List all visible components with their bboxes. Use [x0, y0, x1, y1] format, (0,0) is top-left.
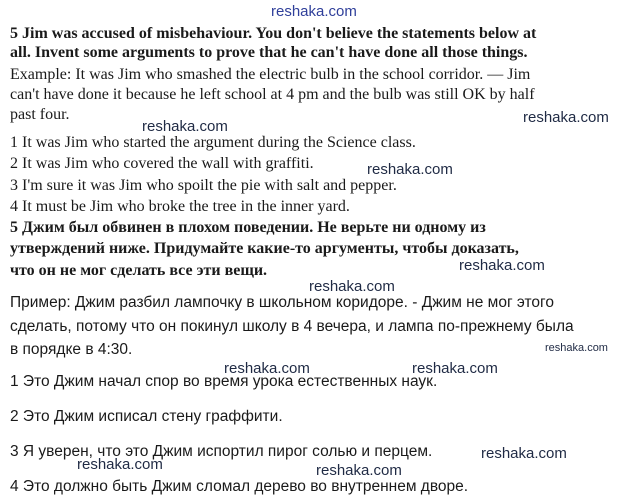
- russian-item-2: 2 Это Джим исписал стену граффити.: [10, 408, 283, 425]
- english-item-4: 4 It must be Jim who broke the tree in the inner yard.: [10, 198, 350, 215]
- watermark: reshaka.com: [77, 456, 163, 473]
- russian-item-3: 3 Я уверен, что это Джим испортил пирог солью и перцем.: [10, 443, 433, 460]
- english-item-3: 3 I'm sure it was Jim who spoilt the pie with salt and pepper.: [10, 177, 397, 194]
- russian-example-line-2: сделать, потому что он покинул школу в 4 вечера, и лампа по-прежнему была: [10, 318, 574, 335]
- russian-task-title-line-1: 5 Джим был обвинен в плохом поведении. Не верьте ни одному из: [10, 219, 486, 236]
- watermark: reshaka.com: [523, 109, 609, 126]
- task-title-line-1: 5 Jim was accused of misbehaviour. You don't believe the statements below at: [10, 25, 537, 42]
- english-item-1: 1 It was Jim who started the argument during the Science class.: [10, 134, 416, 151]
- watermark: reshaka.com: [459, 257, 545, 274]
- watermark: reshaka.com: [316, 462, 402, 479]
- russian-task-title-line-2: утверждений ниже. Придумайте какие-то аргументы, чтобы доказать,: [10, 240, 519, 257]
- task-title-line-2: all. Invent some arguments to prove that he can't have done all those things.: [10, 44, 528, 61]
- watermark: reshaka.com: [142, 118, 228, 135]
- russian-example-line-1: Пример: Джим разбил лампочку в школьном коридоре. - Джим не мог этого: [10, 294, 554, 311]
- russian-task-title-line-3: что он не мог сделать все эти вещи.: [10, 262, 268, 279]
- russian-example-line-3: в порядке в 4:30.: [10, 341, 133, 358]
- watermark: reshaka.com: [545, 342, 608, 354]
- example-line-1: Example: It was Jim who smashed the electric bulb in the school corridor. — Jim: [10, 66, 531, 83]
- watermark: reshaka.com: [271, 3, 357, 20]
- watermark: reshaka.com: [367, 161, 453, 178]
- example-line-2: can't have done it because he left school at 4 pm and the bulb was still OK by half: [10, 86, 535, 103]
- watermark: reshaka.com: [481, 445, 567, 462]
- example-line-3: past four.: [10, 106, 70, 123]
- watermark: reshaka.com: [224, 360, 310, 377]
- english-item-2: 2 It was Jim who covered the wall with graffiti.: [10, 155, 314, 172]
- watermark: reshaka.com: [412, 360, 498, 377]
- russian-item-1: 1 Это Джим начал спор во время урока естественных наук.: [10, 373, 438, 390]
- watermark: reshaka.com: [309, 278, 395, 295]
- russian-item-4: 4 Это должно быть Джим сломал дерево во внутреннем дворе.: [10, 478, 469, 495]
